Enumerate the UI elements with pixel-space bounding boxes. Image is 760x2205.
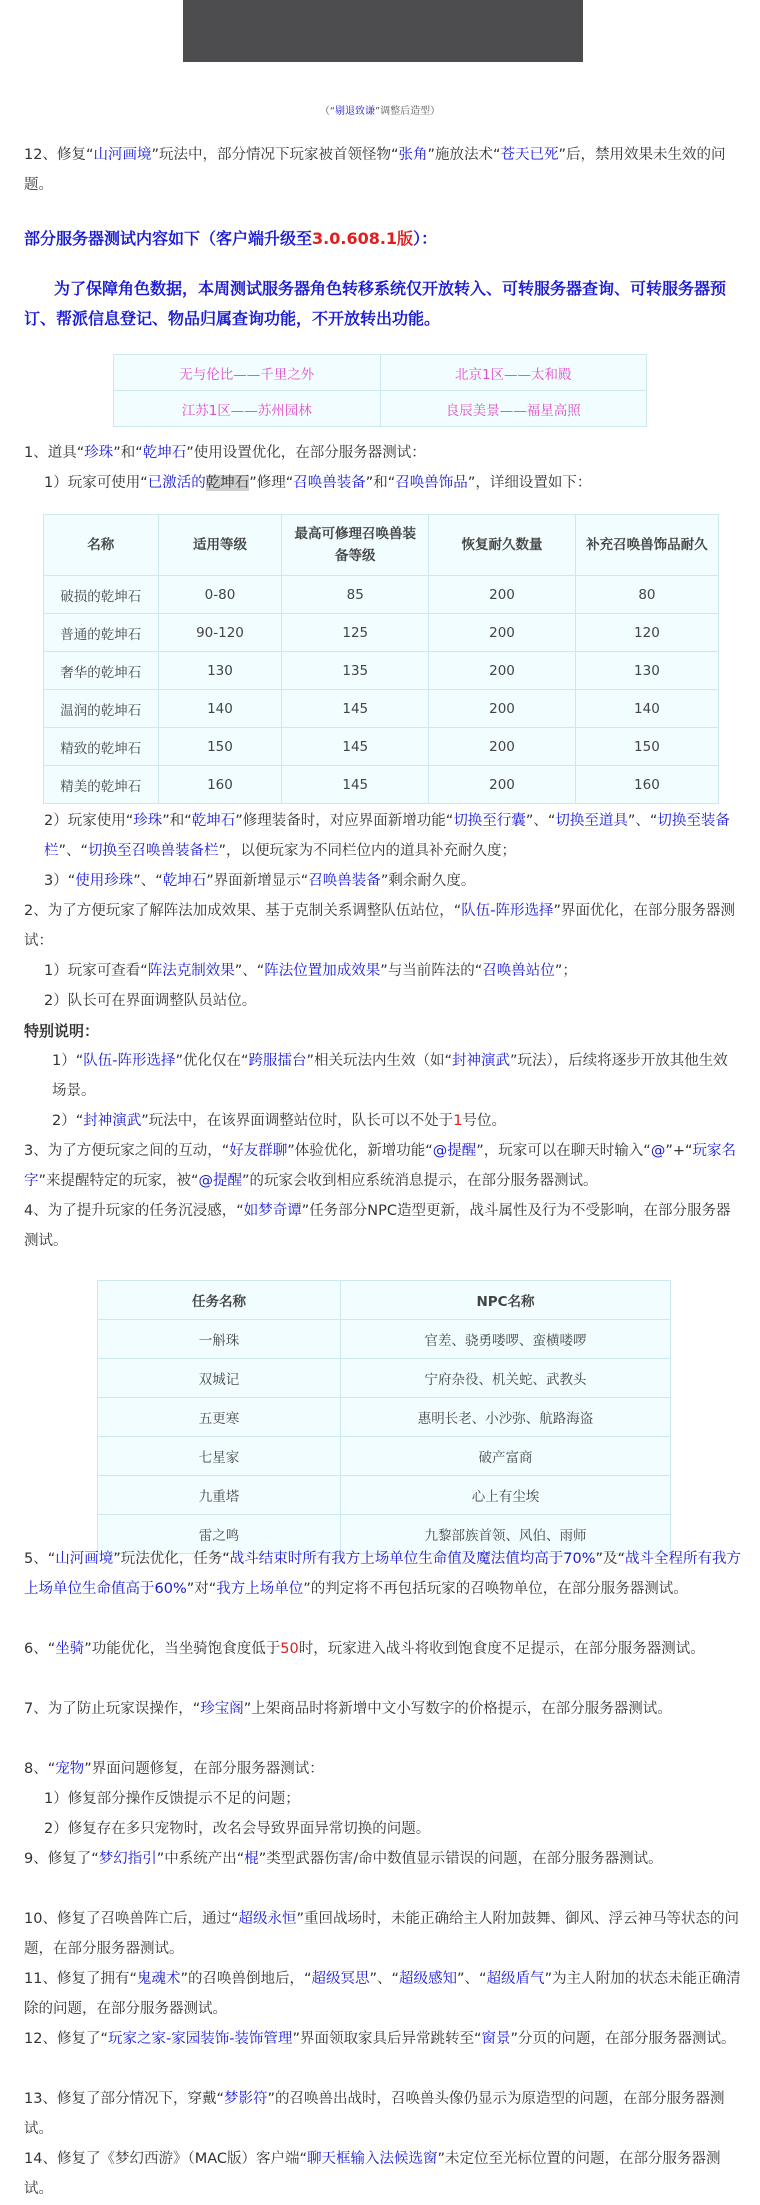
- special-note-title: 特别说明：: [24, 1022, 100, 1040]
- text-segment: ”的召唤兽倒地后，“: [180, 1971, 312, 1987]
- column-header: 任务名称: [98, 1281, 341, 1320]
- text-segment: 3）“: [44, 873, 76, 889]
- text-segment: 宠物: [55, 1761, 85, 1777]
- text-segment: ）：: [413, 229, 438, 248]
- text-segment: 窗景: [481, 2031, 511, 2047]
- text-segment: 1）玩家可查看“: [44, 963, 148, 979]
- text-segment: 坐骑: [55, 1641, 85, 1657]
- text-segment: 11、修复了拥有“: [24, 1971, 137, 1987]
- table-cell: 精致的乾坤石: [44, 728, 159, 766]
- table-cell: 145: [282, 728, 429, 766]
- text-segment: ”、“: [627, 813, 658, 829]
- text-segment: ”界面新增显示“: [206, 873, 309, 889]
- text-segment: ”和“: [162, 813, 192, 829]
- item-8-2: 2）修复存在多只宠物时，改名会导致界面异常切换的问题。: [44, 1821, 431, 1837]
- text-segment: 50: [280, 1641, 299, 1657]
- text-segment: ”，玩家可以在聊天时输入“: [476, 1143, 651, 1159]
- repair-table: [43, 514, 719, 804]
- text-segment: 1）“: [52, 1053, 84, 1069]
- text-segment: ”分页的问题，在部分服务器测试。: [510, 2031, 736, 2047]
- table-cell: 九黎部族首领、风伯、雨师: [341, 1515, 671, 1554]
- text-segment: ”、“: [234, 963, 265, 979]
- text-segment: 山河画境: [55, 1551, 114, 1567]
- text-segment: ”+“: [665, 1143, 693, 1159]
- text-segment: ”重回战场时，未能正确给主人附加鼓舞、御风、浮云神马等状态的问题，在部分服务器测试。: [24, 1911, 739, 1957]
- text-segment: @: [650, 1143, 666, 1159]
- text-segment: 乾坤石: [142, 445, 187, 461]
- text-segment: 超级盾气: [486, 1971, 545, 1987]
- text-segment: 封神演武: [83, 1113, 142, 1129]
- text-segment: 2）“: [52, 1113, 84, 1129]
- text-segment: 切换至道具: [555, 813, 628, 829]
- table-cell: 宁府杂役、机关蛇、武教头: [341, 1359, 671, 1398]
- table-row: [98, 1320, 671, 1359]
- text-segment: 聊天框输入法候选窗: [307, 2151, 438, 2167]
- text-segment: ”体验优化，新增功能“: [287, 1143, 433, 1159]
- text-segment: ”未定位至光标位置的问题，在部分服务器测试。: [24, 2151, 721, 2197]
- text-segment: ”、“: [58, 843, 89, 859]
- table-cell: 一斛珠: [98, 1320, 341, 1359]
- text-segment: 12、修复了“: [24, 2031, 108, 2047]
- text-segment: 如梦奇谭: [243, 1203, 302, 1219]
- item-1-1: [24, 468, 742, 498]
- text-segment: 12、修复“: [24, 147, 94, 163]
- item-6: [24, 1634, 742, 1664]
- table-row: [44, 766, 719, 804]
- text-segment: ”和“: [365, 475, 396, 491]
- table-cell: 温润的乾坤石: [44, 690, 159, 728]
- special-note-2: [24, 1106, 742, 1136]
- text-segment: 阵法位置加成效果: [264, 963, 381, 979]
- table-cell: 200: [429, 652, 576, 690]
- text-segment: 时，玩家进入战斗将收到饱食度不足提示，在部分服务器测试。: [298, 1641, 705, 1657]
- table-cell: 精美的乾坤石: [44, 766, 159, 804]
- item-13: [24, 2084, 742, 2144]
- table-cell: 良辰美景——福星高照: [380, 391, 647, 427]
- table-cell: 200: [429, 690, 576, 728]
- item-10: [24, 1904, 742, 1964]
- text-segment: ”的判定将不再包括玩家的召唤物单位，在部分服务器测试。: [303, 1581, 688, 1597]
- table-row: [44, 652, 719, 690]
- text-segment: 8、“: [24, 1761, 56, 1777]
- text-segment: 召唤兽装备: [293, 475, 366, 491]
- text-segment: 珍珠: [133, 813, 163, 829]
- table-cell: 200: [429, 766, 576, 804]
- table-cell: 150: [158, 728, 282, 766]
- text-segment: @提醒: [198, 1173, 243, 1189]
- text-segment: 5、“: [24, 1551, 56, 1567]
- text-segment: 我方上场单位: [216, 1581, 304, 1597]
- column-header: 最高可修理召唤兽装备等级: [282, 515, 429, 576]
- server-table: [113, 354, 647, 427]
- table-row: [114, 391, 647, 427]
- text-segment: 队伍-阵形选择: [461, 903, 554, 919]
- text-segment: ”的召唤兽出战时，召唤兽头像仍显示为原造型的问题，在部分服务器测试。: [24, 2091, 725, 2137]
- text-segment: 珍珠: [84, 445, 114, 461]
- text-segment: 切换至装备栏: [44, 813, 730, 859]
- text-segment: ”、“: [525, 813, 556, 829]
- text-segment: ”的玩家会收到相应系统消息提示，在部分服务器测试。: [242, 1173, 598, 1189]
- table-cell: 奢华的乾坤石: [44, 652, 159, 690]
- table-cell: 双城记: [98, 1359, 341, 1398]
- item-8-1: 1）修复部分操作反馈提示不足的问题；: [44, 1791, 300, 1807]
- text-segment: 3.0.608.1版: [312, 229, 414, 248]
- table-row: [44, 690, 719, 728]
- text-segment: 召唤兽站位: [482, 963, 555, 979]
- item-3: [24, 1136, 742, 1196]
- text-segment: ”功能优化，当坐骑饱食度低于: [84, 1641, 281, 1657]
- text-segment: 2）玩家使用“: [44, 813, 134, 829]
- item-14: [24, 2144, 742, 2204]
- text-segment: ”后，禁用效果未生效的问题。: [24, 147, 726, 193]
- table-cell: 145: [282, 690, 429, 728]
- table-cell: 雷之鸣: [98, 1515, 341, 1554]
- text-segment: 部分服务器测试内容如下（客户端升级至: [24, 229, 313, 248]
- table-cell: 200: [429, 614, 576, 652]
- table-cell: 160: [158, 766, 282, 804]
- column-header: 恢复耐久数量: [429, 515, 576, 576]
- text-segment: ”玩法中，在该界面调整站位时，队长可以不处于: [141, 1113, 454, 1129]
- text-segment: 珍宝阁: [200, 1701, 244, 1717]
- table-row: [98, 1476, 671, 1515]
- table-cell: 惠明长老、小沙弥、航路海盗: [341, 1398, 671, 1437]
- text-segment: ”中系统产出“: [156, 1851, 245, 1867]
- table-cell: 90-120: [158, 614, 282, 652]
- text-segment: ”调整后造型）: [375, 106, 441, 117]
- text-segment: ”、“: [457, 1971, 487, 1987]
- text-segment: 7、为了防止玩家误操作，“: [24, 1701, 201, 1717]
- text-segment: 切换至行囊: [453, 813, 526, 829]
- text-segment: 号位。: [462, 1113, 506, 1129]
- table-row: [98, 1437, 671, 1476]
- text-segment: 好友群聊: [229, 1143, 288, 1159]
- text-segment: 玩家之家-家园装饰-装饰管理: [107, 2031, 293, 2047]
- table-row: [44, 614, 719, 652]
- text-segment: ”、“: [369, 1971, 400, 1987]
- text-segment: 3、为了方便玩家之间的互动，“: [24, 1143, 230, 1159]
- text-segment: 乾坤石: [191, 813, 236, 829]
- text-segment: 玩家名字: [24, 1143, 736, 1189]
- table-row: [44, 728, 719, 766]
- table-cell: 140: [575, 690, 718, 728]
- text-segment: ”，以便玩家为不同栏位内的道具补充耐久度；: [218, 843, 517, 859]
- table-cell: 85: [282, 576, 429, 614]
- item-2-2: 2）队长可在界面调整队员站位。: [44, 993, 257, 1009]
- table-cell: 150: [575, 728, 718, 766]
- item-7: [24, 1694, 742, 1724]
- text-segment: ”及“: [595, 1551, 626, 1567]
- text-segment: 已激活的: [147, 475, 206, 491]
- item-9: [24, 1844, 742, 1874]
- text-segment: ”；: [554, 963, 577, 979]
- table-cell: 七星家: [98, 1437, 341, 1476]
- table-cell: 200: [429, 576, 576, 614]
- text-segment: ”，详细设置如下：: [467, 475, 592, 491]
- text-segment: ”为主人附加的状态未能正确清除的问题，在部分服务器测试。: [24, 1971, 741, 2017]
- table-cell: 五更寒: [98, 1398, 341, 1437]
- column-header: 补充召唤兽饰品耐久: [575, 515, 718, 576]
- column-header: 名称: [44, 515, 159, 576]
- banner-image: [183, 0, 583, 62]
- text-segment: 14、修复了《梦幻西游》（MAC版）客户端“: [24, 2151, 308, 2167]
- text-segment: 10、修复了召唤兽阵亡后，通过“: [24, 1911, 239, 1927]
- table-cell: 北京1区——太和殿: [380, 355, 647, 391]
- text-segment: ”施放法术“: [427, 147, 501, 163]
- text-segment: ”和“: [113, 445, 143, 461]
- text-segment: ”玩法优化，任务“: [113, 1551, 230, 1567]
- text-segment: 乾坤石: [162, 873, 207, 889]
- text-segment: 4、为了提升玩家的任务沉浸感，“: [24, 1203, 244, 1219]
- table-cell: 120: [575, 614, 718, 652]
- item-12: [24, 2024, 742, 2054]
- text-segment: 队伍-阵形选择: [83, 1053, 176, 1069]
- image-caption: [0, 102, 760, 117]
- text-segment: 阵法克制效果: [147, 963, 235, 979]
- text-segment: 棍: [244, 1851, 259, 1867]
- npc-table: [97, 1280, 671, 1554]
- item-1: [24, 438, 742, 468]
- text-segment: 超级感知: [399, 1971, 458, 1987]
- table-header-row: [98, 1281, 671, 1320]
- table-cell: 160: [575, 766, 718, 804]
- text-segment: ”修理装备时，对应界面新增功能“: [235, 813, 454, 829]
- text-segment: ”、“: [133, 873, 163, 889]
- table-cell: 130: [158, 652, 282, 690]
- table-cell: 九重塔: [98, 1476, 341, 1515]
- text-segment: 9、修复了“: [24, 1851, 99, 1867]
- text-segment: ”界面优化，在部分服务器测试：: [24, 903, 735, 949]
- text-segment: ”优化仅在“: [175, 1053, 249, 1069]
- text-segment: 战斗结束时所有我方上场单位生命值及魔法值均高于70%: [229, 1551, 596, 1567]
- item-2: [24, 896, 742, 956]
- text-segment: 召唤兽饰品: [395, 475, 468, 491]
- text-segment: ”玩法），后续将逐步开放其他生效场景。: [52, 1053, 728, 1099]
- text-segment: 1、道具“: [24, 445, 85, 461]
- text-segment: ”玩法中，部分情况下玩家被首领怪物“: [151, 147, 399, 163]
- table-header-row: [44, 515, 719, 576]
- text-segment: 超级永恒: [238, 1911, 297, 1927]
- text-segment: ”界面问题修复，在部分服务器测试：: [84, 1761, 324, 1777]
- table-cell: 心上有尘埃: [341, 1476, 671, 1515]
- paragraph-12: [24, 140, 742, 200]
- text-segment: 1）玩家可使用“: [44, 475, 148, 491]
- table-cell: 普通的乾坤石: [44, 614, 159, 652]
- text-segment: 封神演武: [452, 1053, 511, 1069]
- text-segment: 梦幻指引: [98, 1851, 157, 1867]
- text-segment: ”界面领取家具后异常跳转至“: [292, 2031, 482, 2047]
- table-cell: 江苏1区——苏州园林: [114, 391, 381, 427]
- text-segment: 张角: [398, 147, 428, 163]
- text-segment: 召唤兽装备: [308, 873, 381, 889]
- item-2-1: [24, 956, 742, 986]
- text-segment: ”对“: [186, 1581, 217, 1597]
- notice: 为了保障角色数据，本周测试服务器角色转移系统仅开放转入、可转服务器查询、可转服务器预订、帮派信息登记、物品归属查询功能，不开放转出功能。: [24, 279, 727, 328]
- column-header: NPC名称: [341, 1281, 671, 1320]
- caption-highlight: 剔退致谦: [335, 106, 375, 117]
- text-segment: 梦影符: [223, 2091, 268, 2107]
- table-cell: 135: [282, 652, 429, 690]
- table-cell: 无与伦比——千里之外: [114, 355, 381, 391]
- item-8: [24, 1754, 742, 1784]
- table-row: [114, 355, 647, 391]
- item-4: [24, 1196, 742, 1256]
- text-segment: 超级冥思: [311, 1971, 370, 1987]
- text-segment: 1: [453, 1113, 463, 1129]
- text-segment: ”修理“: [249, 475, 294, 491]
- text-segment: 使用珍珠: [75, 873, 134, 889]
- section-title: [24, 224, 742, 254]
- special-note-1: [24, 1046, 742, 1106]
- column-header: 适用等级: [158, 515, 282, 576]
- text-segment: 6、“: [24, 1641, 56, 1657]
- item-1-2: [24, 806, 742, 866]
- text-segment: 13、修复了部分情况下，穿戴“: [24, 2091, 224, 2107]
- text-segment: 山河画境: [93, 147, 152, 163]
- table-cell: 140: [158, 690, 282, 728]
- table-cell: 破损的乾坤石: [44, 576, 159, 614]
- text-segment: 跨服擂台: [248, 1053, 307, 1069]
- table-row: [98, 1398, 671, 1437]
- text-segment: @提醒: [432, 1143, 477, 1159]
- text-segment: ”使用设置优化，在部分服务器测试：: [186, 445, 426, 461]
- text-segment: 鬼魂术: [136, 1971, 181, 1987]
- text-segment: 乾坤石: [205, 475, 250, 491]
- text-segment: ”任务部分NPC造型更新，战斗属性及行为不受影响，在部分服务器测试。: [24, 1203, 731, 1249]
- table-cell: 破产富商: [341, 1437, 671, 1476]
- text-segment: ”上架商品时将新增中文小写数字的价格提示，在部分服务器测试。: [243, 1701, 672, 1717]
- table-row: [98, 1359, 671, 1398]
- table-cell: 官差、骁勇喽啰、蛮横喽啰: [341, 1320, 671, 1359]
- text-segment: 苍天已死: [500, 147, 559, 163]
- table-cell: 125: [282, 614, 429, 652]
- text-segment: ”与当前阵法的“: [380, 963, 483, 979]
- table-cell: 130: [575, 652, 718, 690]
- text-segment: ”类型武器伤害/命中数值显示错误的问题，在部分服务器测试。: [258, 1851, 663, 1867]
- table-cell: 145: [282, 766, 429, 804]
- table-cell: 200: [429, 728, 576, 766]
- text-segment: （“: [319, 106, 335, 117]
- text-segment: 切换至召唤兽装备栏: [88, 843, 219, 859]
- text-segment: ”剩余耐久度。: [380, 873, 476, 889]
- table-row: [44, 576, 719, 614]
- table-cell: 0-80: [158, 576, 282, 614]
- item-1-3: [24, 866, 742, 896]
- item-11: [24, 1964, 742, 2024]
- text-segment: 2、为了方便玩家了解阵法加成效果、基于克制关系调整队伍站位，“: [24, 903, 462, 919]
- item-5: [24, 1544, 742, 1604]
- table-cell: 80: [575, 576, 718, 614]
- text-segment: ”相关玩法内生效（如“: [306, 1053, 453, 1069]
- text-segment: 战斗全程所有我方上场单位生命值高于60%: [24, 1551, 742, 1597]
- text-segment: ”来提醒特定的玩家，被“: [38, 1173, 199, 1189]
